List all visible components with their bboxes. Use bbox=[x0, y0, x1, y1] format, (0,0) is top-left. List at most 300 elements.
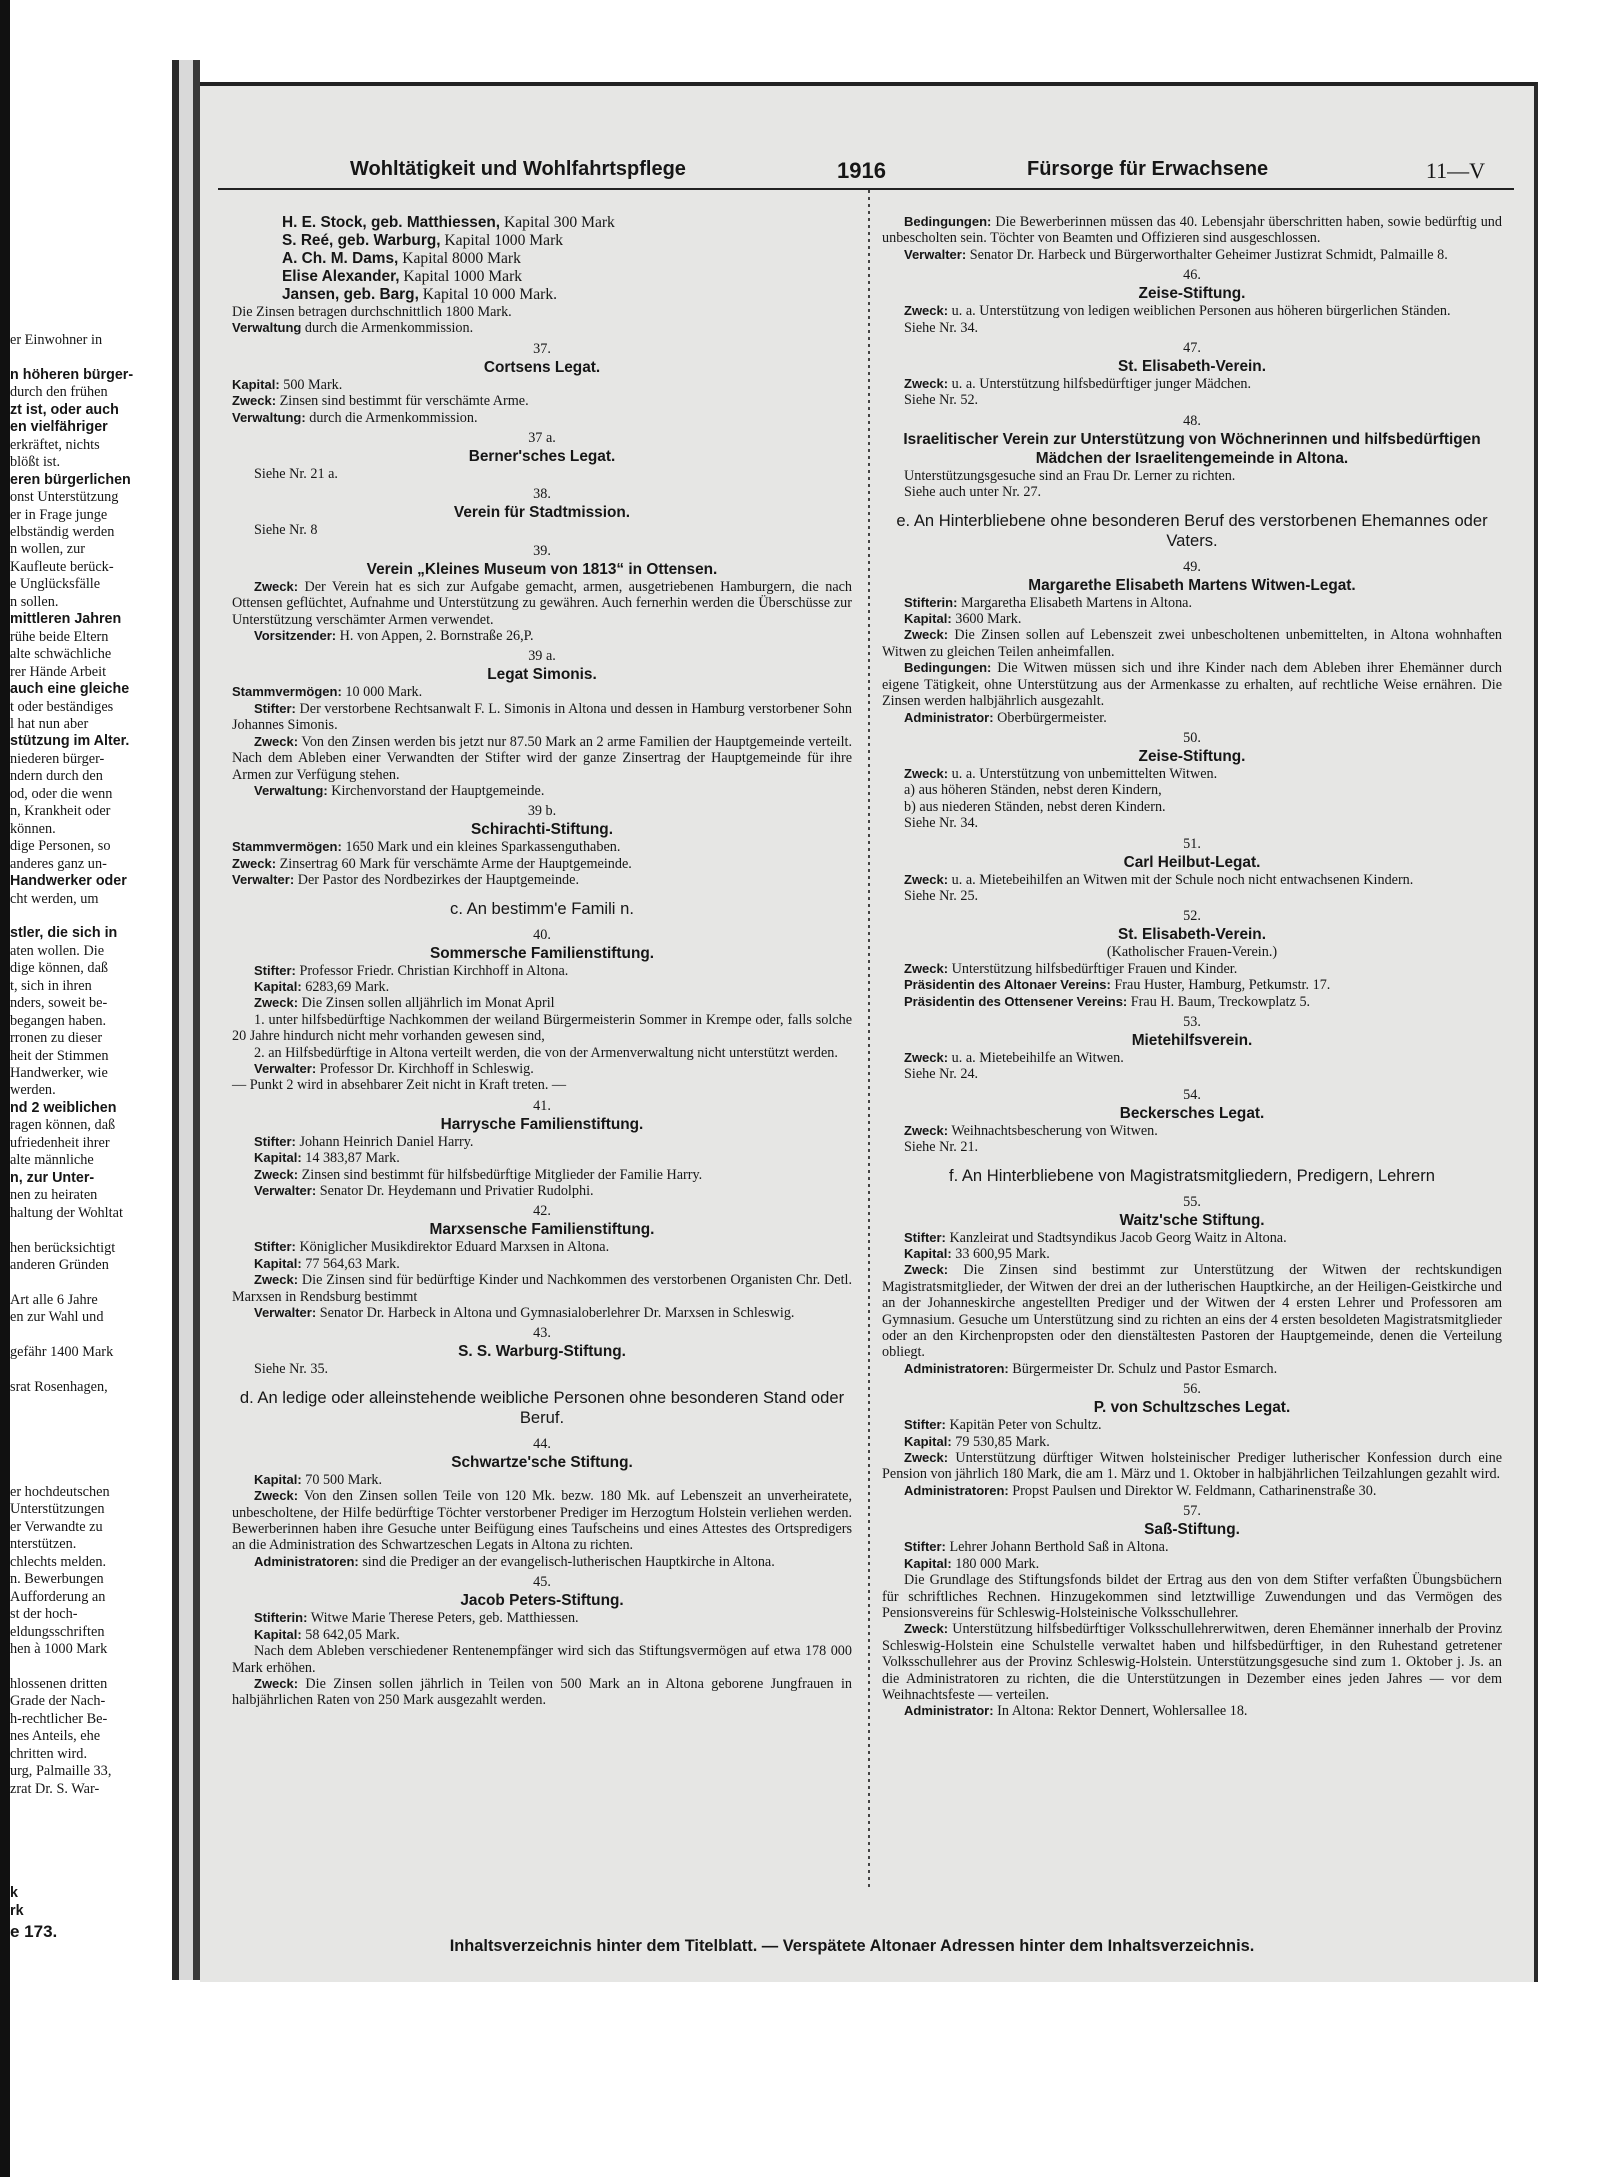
entry-number: 52. bbox=[1183, 908, 1201, 925]
field-text: Margaretha Elisabeth Martens in Altona. bbox=[961, 594, 1193, 611]
field-text: Siehe Nr. 8 bbox=[254, 522, 318, 539]
fragment-line bbox=[10, 349, 170, 366]
fragment-line: Art alle 6 Jahre bbox=[10, 1291, 98, 1308]
entry-paragraph bbox=[232, 734, 852, 783]
field-text: Die Witwen müssen sich und ihre Kinder nach dem Ableben ihrer Ehemänner durch eigene Tätigkeit, ohne Unterstützung aus der Armenkasse zu erhalten, auf rechtliche Weise ernähren. Die Zinsen werden halbjährlich ausgezahlt. bbox=[882, 660, 1502, 710]
fragment-line: Unterstützungen bbox=[10, 1501, 105, 1518]
field-text: Die Zinsen sollen jährlich in Teilen von 500 Mark an in Altona geborene Jungfrauen in halbjährlichen Raten von 250 Mark ausgezahlt werden. bbox=[232, 1675, 852, 1709]
entry-paragraph bbox=[232, 1472, 852, 1488]
entry-paragraph bbox=[232, 628, 852, 644]
header-page-number: 11—V bbox=[1425, 158, 1485, 183]
field-label: Administratoren: bbox=[904, 1482, 1009, 1498]
entry-paragraph bbox=[232, 1077, 852, 1093]
field-text: Nach dem Ableben verschiedener Rentenempfänger wird sich das Stiftungsvermögen auf etwa 178 000 Mark erhöhen. bbox=[232, 1643, 852, 1676]
entry-paragraph bbox=[232, 839, 852, 855]
field-text: Frau H. Baum, Treckowplatz 5. bbox=[1130, 993, 1311, 1010]
entry-paragraph bbox=[232, 320, 852, 336]
field-text: 1. unter hilfsbedürftige Nachkommen der weiland Bürgermeisterin Sommer in Krempe oder, falls solche 20 Jahre hindurch nicht mehr vorhanden gewesen sind, bbox=[232, 1011, 852, 1045]
entry-title: Margarethe Elisabeth Martens Witwen-Legat. bbox=[1028, 576, 1356, 594]
donor-capital: Kapital 10 000 Mark. bbox=[418, 286, 558, 303]
field-label: Zweck: bbox=[904, 1450, 949, 1466]
entry-paragraph bbox=[232, 979, 852, 995]
field-label: Stifter: bbox=[254, 700, 296, 716]
field-label: Zweck: bbox=[232, 855, 277, 871]
book-gutter bbox=[172, 60, 200, 1980]
entry-paragraph bbox=[232, 1239, 852, 1255]
fragment-line: rk bbox=[10, 1902, 24, 1919]
entry-paragraph bbox=[232, 684, 852, 700]
entry-paragraph bbox=[232, 1134, 852, 1150]
entry-paragraph bbox=[882, 468, 1502, 484]
field-label: Kapital: bbox=[904, 1433, 952, 1449]
previous-page-footnote: e 173. bbox=[10, 1922, 58, 1941]
donor-name: S. Reé, geb. Warburg, bbox=[282, 232, 441, 249]
fragment-line: auch eine gleiche bbox=[10, 681, 130, 698]
fragment-line: en zur Wahl und bbox=[10, 1309, 104, 1326]
field-text: 14 383,87 Mark. bbox=[305, 1150, 400, 1167]
field-text: Siehe Nr. 21 a. bbox=[254, 466, 338, 483]
fragment-line: alte schwächliche bbox=[10, 646, 112, 663]
entry-number: 39. bbox=[533, 542, 551, 559]
field-text: Von den Zinsen werden bis jetzt nur 87.50 Mark an 2 arme Familien der Hauptgemeinde verteilt. Nach dem Ableben einer Verwandten der Stifter wird der ganze Zinsertrag der Hauptgemeinde für ihre Armen zur Verfügung stehen. bbox=[232, 733, 852, 783]
field-label: Verwalter: bbox=[254, 1060, 317, 1076]
field-label: Zweck: bbox=[254, 1272, 299, 1288]
field-text: Siehe Nr. 24. bbox=[904, 1066, 979, 1083]
field-text: Senator Dr. Heydemann und Privatier Rudolphi. bbox=[319, 1183, 594, 1199]
entry-number: 54. bbox=[1183, 1086, 1201, 1103]
field-label: Verwalter: bbox=[254, 1183, 317, 1198]
donor-capital: Kapital 1000 Mark bbox=[440, 232, 564, 249]
field-label: Zweck: bbox=[904, 871, 949, 887]
entry-paragraph bbox=[232, 1045, 852, 1061]
fragment-line: mittleren Jahren bbox=[10, 611, 122, 628]
fragment-line: elbständig werden bbox=[10, 523, 115, 540]
fragment-line: l hat nun aber bbox=[10, 715, 89, 732]
entry-paragraph bbox=[904, 799, 1502, 815]
column-separator bbox=[868, 190, 870, 1890]
fragment-line: begangen haben. bbox=[10, 1012, 107, 1029]
entry-title: Verein „Kleines Museum von 1813“ in Ottensen. bbox=[366, 560, 718, 578]
entry-title: S. S. Warburg-Stiftung. bbox=[458, 1343, 626, 1361]
field-label: Verwalter: bbox=[904, 246, 967, 262]
field-text: 33 600,95 Mark. bbox=[955, 1246, 1050, 1262]
entry-paragraph bbox=[882, 1050, 1502, 1066]
donor-name: Elise Alexander, bbox=[282, 268, 400, 285]
field-text: 180 000 Mark. bbox=[955, 1555, 1040, 1572]
field-label: Zweck: bbox=[904, 1621, 949, 1637]
field-label: Administrator: bbox=[904, 1703, 994, 1719]
entry-number: 55. bbox=[1183, 1193, 1201, 1210]
fragment-line: hen à 1000 Mark bbox=[10, 1640, 108, 1657]
field-label: Stifter: bbox=[904, 1539, 946, 1555]
entry-paragraph bbox=[882, 392, 1502, 408]
field-text: Bürgermeister Dr. Schulz und Pastor Esmarch. bbox=[1012, 1360, 1278, 1377]
fragment-line: n wollen, zur bbox=[10, 541, 86, 558]
entry-number: 49. bbox=[1183, 558, 1201, 575]
entry-paragraph bbox=[882, 1434, 1502, 1450]
entry-paragraph bbox=[232, 393, 852, 409]
entry-paragraph bbox=[882, 1539, 1502, 1555]
field-text: 2. an Hilfsbedürftige in Altona verteilt werden, die von der Armenverwaltung nicht unterstützt werden. bbox=[254, 1044, 838, 1061]
entry-title: Cortsens Legat. bbox=[483, 358, 601, 376]
field-label: Stifter: bbox=[904, 1229, 946, 1245]
entry-paragraph bbox=[232, 579, 852, 628]
entry-paragraph bbox=[882, 1361, 1502, 1377]
entry-number: 48. bbox=[1183, 412, 1201, 429]
entry-paragraph bbox=[232, 410, 852, 426]
donor-capital: Kapital 8000 Mark bbox=[398, 250, 521, 267]
field-text: 3600 Mark. bbox=[955, 611, 1022, 628]
entry-number: 56. bbox=[1183, 1381, 1201, 1398]
entry-title: Carl Heilbut-Legat. bbox=[1123, 853, 1261, 871]
entry-paragraph bbox=[232, 1256, 852, 1272]
fragment-line: e Unglücksfälle bbox=[10, 576, 101, 593]
field-text: 77 564,63 Mark. bbox=[305, 1255, 400, 1272]
page-header bbox=[350, 158, 1485, 186]
entry-paragraph bbox=[232, 304, 852, 320]
entry-paragraph bbox=[232, 1554, 852, 1570]
field-text: Die Zinsen sollen alljährlich im Monat April bbox=[301, 995, 555, 1012]
header-left-title: Wohltätigkeit und Wohlfahrtspflege bbox=[350, 158, 686, 180]
entry-title: Zeise-Stiftung. bbox=[1138, 747, 1246, 765]
fragment-line: onst Unterstützung bbox=[10, 489, 119, 506]
field-label: Verwaltung: bbox=[232, 409, 306, 425]
entry-title: Zeise-Stiftung. bbox=[1138, 285, 1246, 303]
fragment-line: werden. bbox=[10, 1082, 56, 1099]
field-text: Kanzleirat und Stadtsyndikus Jacob Georg Waitz in Altona. bbox=[949, 1229, 1287, 1246]
header-rule bbox=[218, 188, 1514, 190]
entry-title: Mietehilfsverein. bbox=[1131, 1031, 1253, 1049]
fragment-line: n, zur Unter- bbox=[10, 1169, 95, 1186]
fragment-line: er hochdeutschen bbox=[10, 1483, 110, 1500]
field-text: 1650 Mark und ein kleines Sparkassenguthaben. bbox=[345, 839, 621, 856]
fragment-line: niederen bürger- bbox=[10, 750, 105, 767]
field-text: Der Verein hat es sich zur Aufgabe gemacht, armen, ausgetriebenen Hamburgern, die nach Ottensen geflüchtet, Aufnahme und Unterstützung zu gewähren. Auch fernerhin werden die Überschüsse zur Unterstützung verschämter Armen verwendet. bbox=[232, 578, 853, 628]
fragment-line: stützung im Alter. bbox=[10, 733, 130, 750]
fragment-line: durch den frühen bbox=[10, 384, 108, 401]
fragment-line: gefähr 1400 Mark bbox=[10, 1344, 114, 1361]
entry-title: St. Elisabeth-Verein. bbox=[1118, 358, 1266, 376]
entry-number: 43. bbox=[533, 1325, 551, 1342]
entry-paragraph bbox=[232, 1183, 852, 1199]
section-heading: e. An Hinterbliebene ohne besonderen Beruf des verstorbenen Ehemannes oder Vaters. bbox=[896, 510, 1488, 550]
field-label: Zweck: bbox=[904, 960, 949, 976]
entry-paragraph bbox=[882, 247, 1502, 263]
donor-line bbox=[282, 286, 852, 304]
entry-paragraph bbox=[232, 856, 852, 872]
entry-number: 57. bbox=[1183, 1503, 1201, 1520]
entry-paragraph bbox=[882, 766, 1502, 782]
fragment-line: n. Bewerbungen bbox=[10, 1571, 104, 1588]
fragment-line bbox=[10, 1850, 170, 1867]
fragment-line: heit der Stimmen bbox=[10, 1047, 109, 1064]
field-text: In Altona: Rektor Dennert, Wohlersallee 18. bbox=[997, 1703, 1248, 1720]
entry-number: 44. bbox=[533, 1435, 551, 1452]
entry-paragraph bbox=[882, 1483, 1502, 1499]
fragment-line: Aufforderung an bbox=[10, 1588, 106, 1605]
fragment-line: dige können, daß bbox=[10, 960, 109, 977]
field-text: Unterstützung hilfsbedürftiger Volksschullehrerwitwen, deren Ehemänner innerhalb der Provinz Schleswig-Holstein eine Schulstelle verwaltet haben und hilfsbedürftiger, in den Ruhestand getretener Volksschullehrer aus der Provinz Schleswig-Holstein. Unterstützungsgesuche sind zum 1. Oktober j. Js. an die Administratoren zu richten, die die Unterstützungen in Dezember eines jeden Jahres — vor dem Weihnachtsfeste — verteilen. bbox=[882, 1621, 1502, 1703]
fragment-line: nes Anteils, ehe bbox=[10, 1728, 101, 1745]
fragment-line bbox=[10, 1414, 170, 1431]
fragment-line: Grade der Nach- bbox=[10, 1693, 106, 1710]
fragment-line: h-rechtlicher Be- bbox=[10, 1710, 108, 1727]
entry-paragraph bbox=[882, 1703, 1502, 1719]
field-text: Die Zinsen betragen durchschnittlich 1800 Mark. bbox=[232, 304, 512, 320]
fragment-line: en vielfähriger bbox=[10, 419, 108, 436]
fragment-line: blößt ist. bbox=[10, 454, 61, 471]
entry-number: 47. bbox=[1183, 340, 1201, 357]
fragment-line: n, Krankheit oder bbox=[10, 803, 111, 820]
fragment-line bbox=[10, 1449, 170, 1466]
field-text: sind die Prediger an der evangelisch-lutherischen Hauptkirche in Altona. bbox=[362, 1553, 775, 1570]
entry-paragraph bbox=[232, 1305, 852, 1321]
field-text: Von den Zinsen sollen Teile von 120 Mk. bezw. 180 Mk. auf Lebenszeit an unverheiratete, unbescholtene, der Hilfe bedürftige Töchter verstorbener Prediger im Herzogtum Holstein verliehen werden. Bewerberinnen haben ihre Gesuche unter Beifügung eines Taufscheins und eines Attestes des Ortspredigers an die Administration des Schwartzeschen Legats in Altona zu richten. bbox=[232, 1488, 852, 1554]
field-label: Zweck: bbox=[904, 303, 949, 319]
fragment-line: anderen Gründen bbox=[10, 1257, 109, 1274]
field-label: Kapital: bbox=[254, 1150, 302, 1166]
entry-title: Sommersche Familienstiftung. bbox=[429, 944, 655, 962]
field-label: Zweck: bbox=[904, 765, 949, 781]
field-text: Johann Heinrich Daniel Harry. bbox=[299, 1133, 474, 1150]
fragment-line: rronen zu dieser bbox=[10, 1030, 103, 1047]
field-text: Siehe Nr. 52. bbox=[904, 392, 979, 409]
fragment-line bbox=[10, 1222, 170, 1239]
entry-number: 51. bbox=[1183, 835, 1201, 852]
entry-paragraph bbox=[232, 1627, 852, 1643]
entry-paragraph bbox=[232, 1012, 852, 1045]
field-label: Kapital: bbox=[254, 1626, 302, 1642]
field-text: Witwe Marie Therese Peters, geb. Matthiessen. bbox=[310, 1610, 579, 1627]
entry-number: 41. bbox=[533, 1097, 551, 1114]
fragment-line: anderes ganz un- bbox=[10, 855, 107, 872]
field-text: Unterstützung dürftiger Witwen holsteinischer Prediger lutherischer Konfession durch eine Pension von jährlich 180 Mark, die am 1. März und 1. Oktober in halbjährlichen Teilzahlungen gezahlt wird. bbox=[882, 1450, 1503, 1483]
fragment-line: chritten wird. bbox=[10, 1745, 88, 1762]
entry-paragraph bbox=[882, 611, 1502, 627]
entry-paragraph bbox=[882, 1572, 1502, 1621]
entry-paragraph bbox=[232, 1361, 852, 1377]
field-label: Kapital: bbox=[254, 1471, 302, 1487]
field-text: durch die Armenkommission. bbox=[304, 320, 474, 337]
entry-paragraph bbox=[882, 888, 1502, 904]
fragment-line: Handwerker, wie bbox=[10, 1065, 108, 1082]
entry-paragraph bbox=[882, 1123, 1502, 1139]
donor-name: H. E. Stock, geb. Matthiessen, bbox=[282, 214, 501, 231]
field-text: Professor Dr. Kirchhoff in Schleswig. bbox=[319, 1060, 534, 1077]
fragment-line bbox=[10, 1397, 170, 1414]
field-text: u. a. Unterstützung von ledigen weiblichen Personen aus höheren bürgerlichen Ständen. bbox=[951, 303, 1451, 320]
entry-paragraph bbox=[882, 376, 1502, 392]
fragment-line: nders, soweit be- bbox=[10, 995, 108, 1012]
field-text: Zinsen sind bestimmt für verschämte Arme. bbox=[279, 393, 529, 410]
fragment-line: ragen können, daß bbox=[10, 1117, 116, 1134]
fragment-line: hlossenen dritten bbox=[10, 1675, 108, 1692]
field-text: Kapitän Peter von Schultz. bbox=[949, 1417, 1102, 1434]
entry-paragraph bbox=[232, 1061, 852, 1077]
fragment-line bbox=[10, 1432, 170, 1449]
entry-paragraph bbox=[232, 1272, 852, 1305]
field-text: Propst Paulsen und Direktor W. Feldmann, Catharinenstraße 30. bbox=[1012, 1482, 1377, 1499]
entry-number: 45. bbox=[533, 1574, 551, 1591]
entry-paragraph bbox=[882, 994, 1502, 1010]
field-text: 6283,69 Mark. bbox=[305, 978, 390, 995]
donor-capital: Kapital 300 Mark bbox=[500, 214, 615, 231]
entry-paragraph bbox=[232, 872, 852, 888]
field-label: Verwaltung bbox=[232, 320, 302, 336]
entry-number: 37. bbox=[533, 340, 551, 357]
entry-paragraph bbox=[232, 1610, 852, 1626]
entry-paragraph bbox=[232, 377, 852, 393]
entry-title: Berner'sches Legat. bbox=[468, 448, 616, 466]
entry-paragraph bbox=[232, 1676, 852, 1709]
fragment-line: können. bbox=[10, 820, 56, 837]
field-label: Kapital: bbox=[904, 1246, 952, 1261]
entry-paragraph bbox=[232, 1167, 852, 1183]
fragment-line: zt ist, oder auch bbox=[10, 401, 119, 418]
field-text: — Punkt 2 wird in absehbarer Zeit nicht in Kraft treten. — bbox=[232, 1077, 567, 1094]
donor-line bbox=[282, 250, 852, 268]
field-text: b) aus niederen Ständen, nebst deren Kindern. bbox=[904, 798, 1166, 815]
fragment-line bbox=[10, 1466, 170, 1483]
entry-paragraph bbox=[232, 1643, 852, 1676]
page-footer: Inhaltsverzeichnis hinter dem Titelblatt. — Verspätete Altonaer Adressen hinter dem Inhaltsverzeichnis. bbox=[449, 1937, 1255, 1955]
entry-paragraph bbox=[232, 466, 852, 482]
header-right-title: Fürsorge für Erwachsene bbox=[1027, 158, 1269, 180]
entry-number: 37 a. bbox=[528, 430, 556, 447]
entry-paragraph bbox=[882, 595, 1502, 611]
field-label: Präsidentin des Altonaer Vereins: bbox=[904, 977, 1111, 993]
donor-name: A. Ch. M. Dams, bbox=[282, 250, 399, 267]
field-text: Siehe Nr. 25. bbox=[904, 887, 979, 904]
fragment-line bbox=[10, 908, 170, 925]
fragment-line bbox=[10, 1868, 170, 1885]
entry-number: 38. bbox=[533, 486, 551, 503]
field-label: Bedingungen: bbox=[904, 660, 992, 676]
fragment-line: erkräftet, nichts bbox=[10, 436, 100, 453]
donor-capital: Kapital 1000 Mark bbox=[399, 268, 523, 285]
fragment-line: cht werden, um bbox=[10, 890, 99, 907]
entry-title: St. Elisabeth-Verein. bbox=[1118, 926, 1266, 944]
entry-paragraph bbox=[232, 783, 852, 799]
header-year: 1916 bbox=[837, 158, 886, 183]
fragment-line: st der hoch- bbox=[10, 1606, 78, 1623]
field-text: Unterstützungsgesuche sind an Frau Dr. Lerner zu richten. bbox=[904, 467, 1236, 484]
entry-number: 40. bbox=[533, 926, 551, 943]
donor-line bbox=[282, 214, 852, 232]
field-label: Verwalter: bbox=[254, 1305, 317, 1321]
field-text: H. von Appen, 2. Bornstraße 26,P. bbox=[339, 628, 534, 645]
fragment-line: t oder beständiges bbox=[10, 698, 114, 715]
entry-paragraph bbox=[882, 1556, 1502, 1572]
entry-title: Legat Simonis. bbox=[487, 666, 597, 684]
field-text: Der verstorbene Rechtsanwalt F. L. Simonis in Altona und dessen in Hamburg verstorbener Sohn Johannes Simonis. bbox=[232, 700, 853, 734]
field-label: Zweck: bbox=[254, 995, 299, 1011]
entry-title: Israelitischer Verein zur Unterstützung von Wöchnerinnen und hilfsbedürftigen Mädchen der Israelitengemeinde in Altona. bbox=[903, 430, 1481, 467]
field-label: Kapital: bbox=[904, 611, 952, 627]
fragment-line: nd 2 weiblichen bbox=[10, 1099, 117, 1116]
entry-number: 46. bbox=[1183, 267, 1201, 284]
section-heading: f. An Hinterbliebene von Magistratsmitgliedern, Predigern, Lehrern bbox=[948, 1165, 1436, 1185]
entry-title: Schwartze'sche Stiftung. bbox=[451, 1453, 633, 1471]
donor-line bbox=[282, 268, 852, 286]
fragment-line: haltung der Wohltat bbox=[10, 1204, 123, 1221]
field-text: u. a. Unterstützung hilfsbedürftiger junger Mädchen. bbox=[951, 376, 1252, 393]
entry-paragraph bbox=[882, 1246, 1502, 1262]
fragment-line: rer Hände Arbeit bbox=[10, 663, 107, 680]
field-label: Stifterin: bbox=[904, 594, 958, 610]
field-text: Senator Dr. Harbeck und Bürgerworthalter Geheimer Justizrat Schmidt, Palmaille 8. bbox=[969, 246, 1448, 263]
fragment-line: Kaufleute berück- bbox=[10, 558, 114, 575]
fragment-line: k bbox=[10, 1885, 18, 1902]
field-label: Stifterin: bbox=[254, 1610, 308, 1626]
fragment-line bbox=[10, 1362, 170, 1379]
fragment-line: nterstützen. bbox=[10, 1536, 77, 1553]
fragment-line: n sollen. bbox=[10, 593, 59, 610]
field-label: Administrator: bbox=[904, 709, 994, 725]
entry-paragraph bbox=[232, 995, 852, 1011]
field-label: Kapital: bbox=[254, 978, 302, 994]
field-label: Zweck: bbox=[254, 733, 299, 749]
field-text: 58 642,05 Mark. bbox=[305, 1626, 400, 1643]
fragment-line: stler, die sich in bbox=[10, 925, 118, 942]
entry-number: 53. bbox=[1183, 1013, 1201, 1030]
field-label: Stammvermögen: bbox=[232, 839, 342, 855]
fragment-line: dige Personen, so bbox=[10, 838, 111, 855]
fragment-line bbox=[10, 1327, 170, 1344]
entry-paragraph bbox=[882, 977, 1502, 993]
fragment-line: chlechts melden. bbox=[10, 1553, 107, 1570]
entry-paragraph bbox=[882, 303, 1502, 319]
field-text: Siehe Nr. 34. bbox=[904, 319, 979, 336]
fragment-line: srat Rosenhagen, bbox=[10, 1379, 108, 1396]
fragment-line: er in Frage junge bbox=[10, 506, 108, 523]
entry-title: Verein für Stadtmission. bbox=[453, 504, 631, 522]
field-label: Zweck: bbox=[254, 578, 299, 594]
field-label: Zweck: bbox=[904, 1049, 949, 1065]
entry-paragraph bbox=[882, 1262, 1502, 1360]
field-text: Siehe Nr. 35. bbox=[254, 1361, 329, 1378]
entry-number: 42. bbox=[533, 1203, 551, 1220]
entry-paragraph bbox=[882, 872, 1502, 888]
field-text: a) aus höheren Ständen, nebst deren Kindern, bbox=[904, 782, 1162, 799]
entry-paragraph bbox=[882, 214, 1502, 247]
fragment-line: od, oder die wenn bbox=[10, 785, 113, 802]
entry-paragraph bbox=[882, 710, 1502, 726]
fragment-line: er Verwandte zu bbox=[10, 1518, 103, 1535]
donor-line bbox=[282, 232, 852, 250]
entry-paragraph bbox=[882, 1066, 1502, 1082]
entry-paragraph bbox=[882, 660, 1502, 709]
field-label: Stifter: bbox=[904, 1417, 946, 1433]
field-text: Zinsertrag 60 Mark für verschämte Arme der Hauptgemeinde. bbox=[279, 855, 632, 872]
field-text: durch die Armenkommission. bbox=[309, 409, 478, 426]
field-label: Verwalter: bbox=[232, 872, 295, 888]
field-text: Der Pastor des Nordbezirkes der Hauptgemeinde. bbox=[297, 872, 579, 889]
field-text: Siehe Nr. 34. bbox=[904, 815, 979, 832]
entry-paragraph bbox=[882, 1621, 1502, 1703]
fragment-line: urg, Palmaille 33, bbox=[10, 1763, 112, 1780]
entry-paragraph bbox=[882, 815, 1502, 831]
scan-left-edge bbox=[0, 0, 10, 2177]
entry-title: Beckersches Legat. bbox=[1119, 1104, 1265, 1122]
field-label: Stifter: bbox=[254, 962, 296, 978]
fragment-line: nen zu heiraten bbox=[10, 1187, 98, 1204]
entry-paragraph bbox=[882, 1417, 1502, 1433]
field-text: u. a. Mietebeihilfe an Witwen. bbox=[951, 1049, 1124, 1066]
entry-paragraph bbox=[882, 1139, 1502, 1155]
right-column bbox=[882, 214, 1502, 1720]
field-label: Administratoren: bbox=[904, 1360, 1009, 1376]
